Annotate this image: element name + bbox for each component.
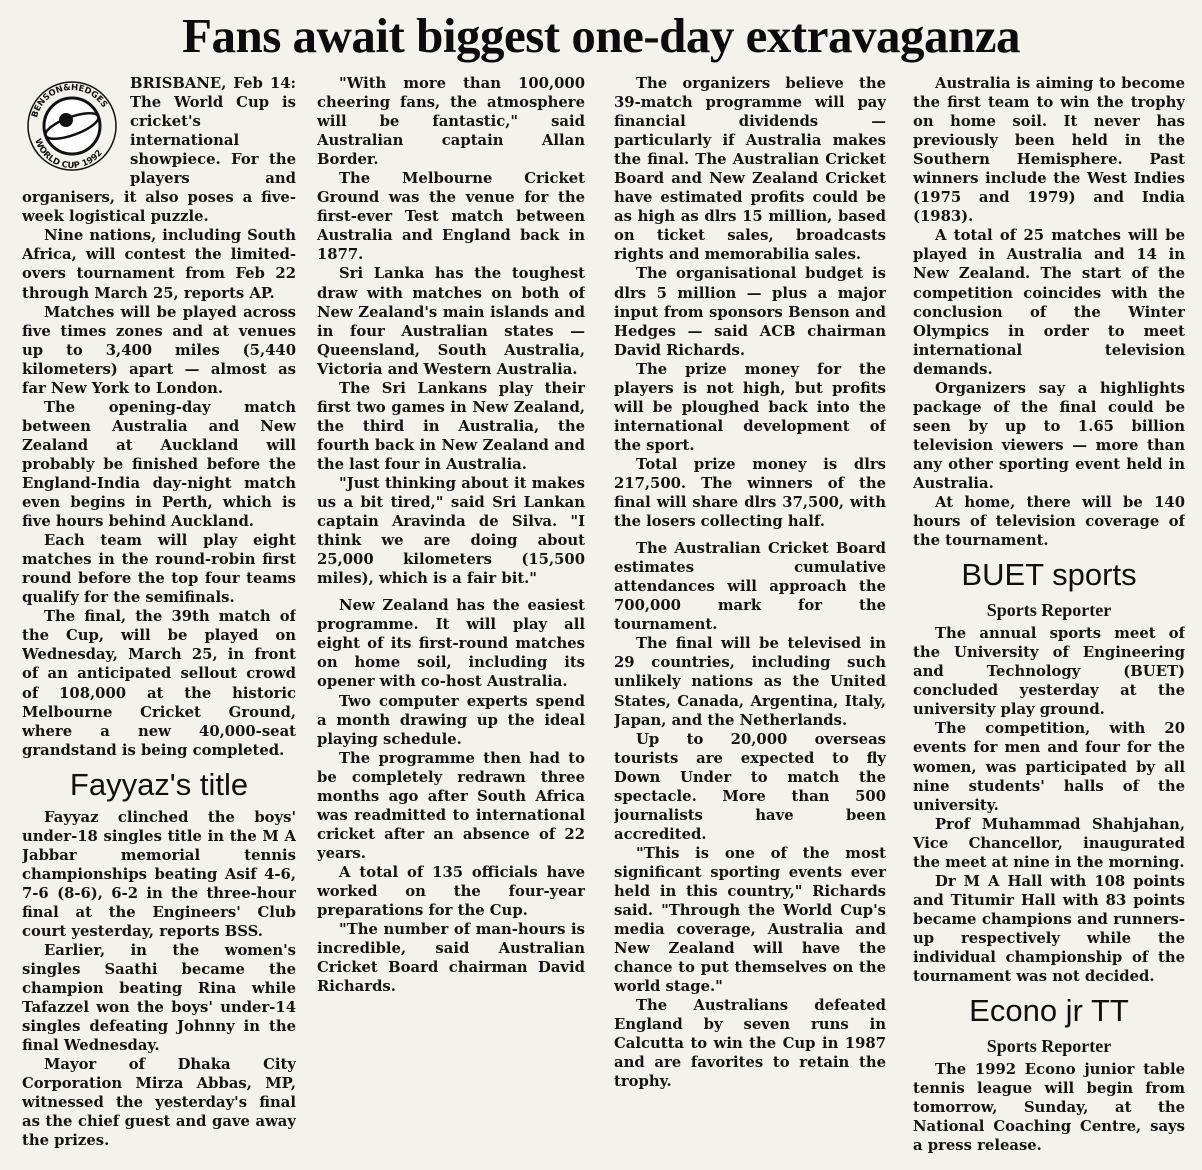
logo-bottom-text: WORLD CUP 1992 (32, 137, 105, 172)
article-paragraph: BRISBANE, Feb 14: The World Cup is cricket's international showpiece. For the players and organisers, it also poses a five-week logistical puzzle. (22, 75, 296, 226)
article-paragraph: Earlier, in the women's singles Saathi became the champion beating Rina while Tafazzel won the boys' under-14 singles defeating Johnny in the final Wednesday. (22, 942, 296, 1055)
article-paragraph: The Australian Cricket Board estimates cumulative attendances will approach the 700,000 mark for the tournament. (614, 540, 886, 634)
article-paragraph: "With more than 100,000 cheering fans, the atmosphere will be fantastic," said Australian captain Allan Border. (317, 75, 585, 169)
article-paragraph: Dr M A Hall with 108 points and Titumir Hall with 83 points became champions and runners-up respectively while the individual championship of the tournament was not decided. (913, 872, 1185, 986)
headline: Fans await biggest one-day extravaganza (182, 8, 1020, 63)
column-1 (22, 74, 296, 1164)
logo-top-text: BENSON&HEDGES (30, 82, 110, 119)
article-paragraph: Up to 20,000 overseas tourists are expected to fly Down Under to match the spectacle. More than 500 journalists have been accredited. (614, 730, 886, 843)
article-paragraph: The annual sports meet of the University of Engineering and Technology (BUET) concluded yesterday at the university play ground. (913, 625, 1185, 719)
article-paragraph: The final, the 39th match of the Cup, will be played on Wednesday, March 25, in front of an anticipated sellout crowd of 108,000 at the historic Melbourne Cricket Ground, where a new 40,000-seat grandstand is being completed. (22, 608, 296, 759)
buet-byline: Sports Reporter (986, 600, 1112, 621)
article-paragraph: "The number of man-hours is incredible, said Australian Cricket Board chairman David Richards. (317, 921, 585, 996)
fayyaz-headline: Fayyaz's title (69, 766, 249, 802)
buet-headline: BUET sports (961, 557, 1137, 593)
article-paragraph: The organisational budget is dlrs 5 million — plus a major input from sponsors Benson and Hedges — said ACB chairman David Richards. (614, 265, 886, 359)
article-paragraph: Nine nations, including South Africa, will contest the limited-overs tournament from Feb 22 through March 25, reports AP. (22, 227, 296, 302)
article-paragraph: A total of 25 matches will be played in Australia and 14 in New Zealand. The start of the competition coincides with the conclusion of the Winter Olympics in order to meet international television demands. (913, 227, 1185, 378)
article-paragraph: The Australians defeated England by seven runs in Calcutta to win the Cup in 1987 and are favorites to retain the trophy. (614, 997, 886, 1091)
article-paragraph: "This is one of the most significant sporting events ever held in this country," Richards said. "Through the World Cup's media coverage, Australia and New Zealand will have the chance to put themselves on the world stage." (614, 844, 886, 996)
article-paragraph: At home, there will be 140 hours of television coverage of the tournament. (913, 494, 1185, 550)
column-2 (317, 74, 585, 1164)
world-cup-logo (22, 74, 122, 174)
article-paragraph: Prof Muhammad Shahjahan, Vice Chancellor, inaugurated the meet at nine in the morning. (913, 815, 1185, 871)
article-paragraph: Each team will play eight matches in the round-robin first round before the top four teams qualify for the semifinals. (22, 532, 296, 607)
article-paragraph: The opening-day match between Australia and New Zealand at Auckland will probably be finished before the England-India day-night match even begins in Perth, which is five hours behind Auckland. (22, 398, 296, 531)
article-paragraph: The final will be televised in 29 countries, including such unlikely nations as the United States, Canada, Argentina, Italy, Japan, and the Netherlands. (614, 635, 886, 729)
article-paragraph: Fayyaz clinched the boys' under-18 singles title in the M A Jabbar memorial tennis championships beating Asif 4-6, 7-6 (8-6), 6-2 in the three-hour final at the Engineers' Club court yesterday, reports BSS. (22, 808, 296, 940)
econo-byline: Sports Reporter (986, 1036, 1112, 1057)
article-paragraph: Matches will be played across five times zones and at venues up to 3,400 miles (5,440 kilometers) apart — almost as far New York to London. (22, 303, 296, 397)
article-paragraph: The programme then had to be completely redrawn three months ago after South Africa was readmitted to international cricket after an absence of 22 years. (317, 749, 585, 862)
article-paragraph: The Sri Lankans play their first two games in New Zealand, the third in Australia, the fourth back in New Zealand and the last four in Australia. (317, 379, 585, 473)
article-paragraph: The Melbourne Cricket Ground was the venue for the first-ever Test match between Australia and England back in 1877. (317, 170, 585, 264)
article-paragraph: The 1992 Econo junior table tennis league will begin from tomorrow, Sunday, at the National Coaching Centre, says a press release. (913, 1061, 1185, 1155)
article-paragraph: Mayor of Dhaka City Corporation Mirza Abbas, MP, witnessed the yesterday's final as the chief guest and gave away the prizes. (22, 1056, 296, 1150)
article-paragraph: Organizers say a highlights package of the final could be seen by up to 1.65 billion television viewers — more than any other sporting event held in Australia. (913, 379, 1185, 492)
column-4 (913, 74, 1185, 1164)
article-paragraph: "Just thinking about it makes us a bit tired," said Sri Lankan captain Aravinda de Silva. "I think we are doing about 25,000 kilometers (15,500 miles), which is a fair bit." (317, 474, 585, 588)
article-paragraph: The competition, with 20 events for men and four for the women, was participated by all nine students' halls of the university. (913, 720, 1185, 814)
article-paragraph: Total prize money is dlrs 217,500. The winners of the final will share dlrs 37,500, with the losers collecting half. (614, 455, 886, 531)
article-paragraph: Two computer experts spend a month drawing up the ideal playing schedule. (317, 692, 585, 748)
article-paragraph: Sri Lanka has the toughest draw with matches on both of New Zealand's main islands and in four Australian states — Queensland, South Australia, Victoria and Western Australia. (317, 265, 585, 378)
article-paragraph: The prize money for the players is not high, but profits will be ploughed back into the international development of the sport. (614, 360, 886, 454)
article-paragraph: New Zealand has the easiest programme. It will play all eight of its first-round matches on home soil, including its opener with co-host Australia. (317, 597, 585, 691)
article-paragraph: The organizers believe the 39-match programme will pay financial dividends — particularly if Australia makes the final. The Australian Cricket Board and New Zealand Cricket have estimated profits could be as high as dlrs 15 million, based on ticket sales, broadcasts rights and memorabilia sales. (614, 75, 886, 264)
econo-headline: Econo jr TT (969, 993, 1129, 1029)
article-paragraph: A total of 135 officials have worked on the four-year preparations for the Cup. (317, 863, 585, 920)
column-3 (614, 74, 886, 1164)
article-paragraph: Australia is aiming to become the first team to win the trophy on home soil. It never has previously been held in the Southern Hemisphere. Past winners include the West Indies (1975 and 1979) and India (1983). (913, 75, 1185, 226)
